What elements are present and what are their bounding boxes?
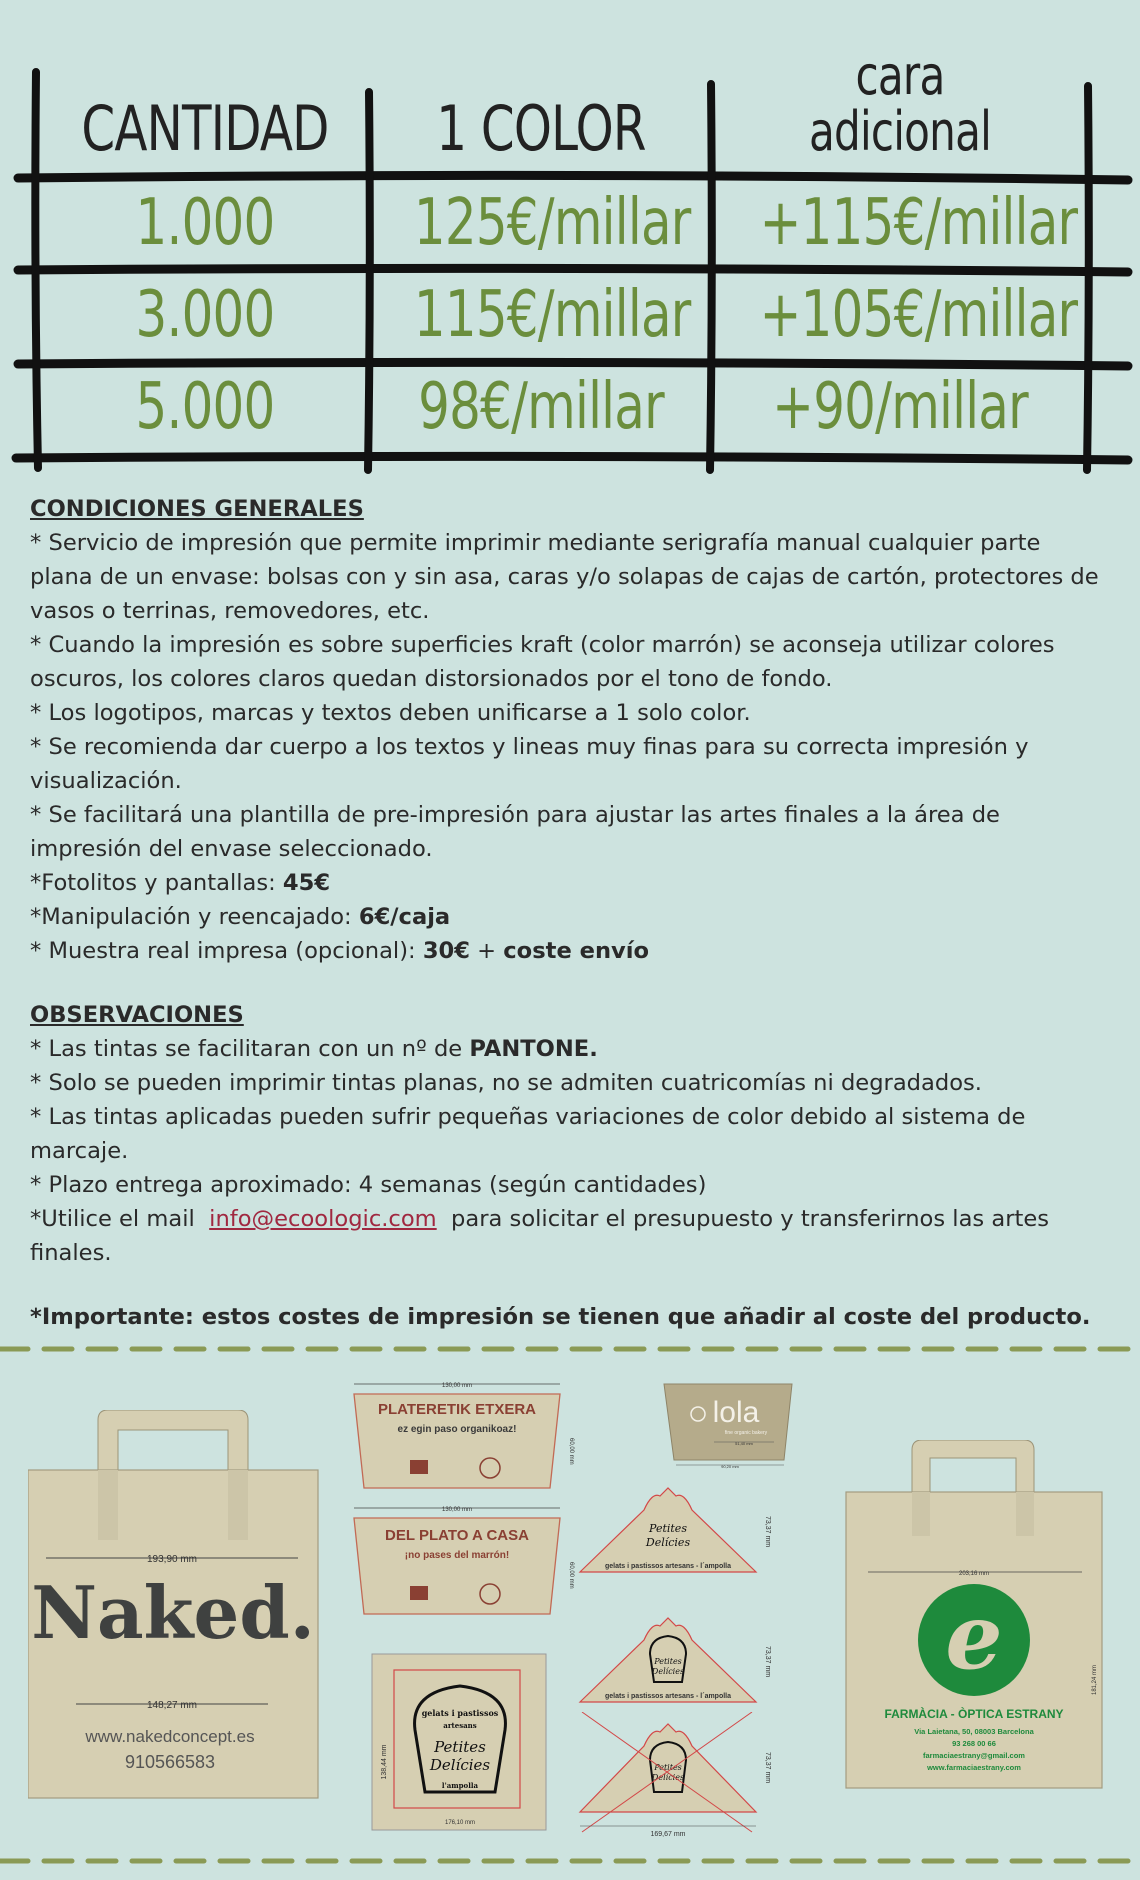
mail-line — [30, 1202, 1110, 1236]
observations-title: OBSERVACIONES — [30, 1002, 244, 1028]
cake-sleeve1-brand2: Delícies — [645, 1536, 691, 1549]
manipulation-line — [30, 900, 1110, 934]
sleeve1-side: 60,00 mm — [568, 1438, 574, 1465]
conditions-section — [30, 492, 1110, 1334]
important-note: *Importante: estos costes de impresión se tienen que añadir al coste del producto. — [30, 1304, 1091, 1330]
observation-line: * Las tintas aplicadas pueden sufrir pequeñas variaciones de color debido al sistema de — [30, 1104, 1026, 1130]
naked-dim-bottom: 148,27 mm — [146, 1700, 198, 1711]
sample-plus: + — [469, 938, 504, 964]
row3-quantity: 5.000 — [135, 370, 275, 444]
estrany-phone: 93 268 00 66 — [952, 1739, 996, 1748]
estrany-logo: e — [945, 1584, 1003, 1690]
row2-price: 115€/millar — [413, 278, 691, 352]
cake-curve-top: gelats i pastissos — [421, 1708, 499, 1718]
cake-sleeve2-brand2: Delícies — [651, 1667, 685, 1676]
estrany-dim: 203,16 mm — [958, 1571, 990, 1577]
cake-sleeve2-band: gelats i pastissos artesans - l´ampolla — [604, 1693, 732, 1700]
naked-web: www.nakedconcept.es — [85, 1727, 255, 1746]
sleeve-plato-mockup — [350, 1500, 582, 1620]
row3-extra: +90/millar — [772, 370, 1028, 444]
row3-price: 98€/millar — [418, 370, 664, 444]
cake-sleeve2-side: 73,37 mm — [764, 1646, 771, 1678]
sleeve2-title: DEL PLATO A CASA — [385, 1527, 529, 1544]
row2-quantity: 3.000 — [135, 278, 275, 352]
sample-shipping: coste envío — [503, 938, 650, 964]
row1-extra: +115€/millar — [759, 186, 1078, 260]
condition-line: * Se recomienda dar cuerpo a los textos y lineas muy finas para su correcta impresión y — [30, 734, 1029, 760]
cake-brand2: Delícies — [429, 1756, 491, 1774]
cake-sleeve2-brand1: Petites — [654, 1657, 682, 1666]
naked-dim-top: 193,90 mm — [146, 1554, 198, 1565]
estrany-web: www.farmaciaestrany.com — [927, 1763, 1021, 1772]
cake-brand1: Petites — [434, 1738, 486, 1756]
fotolitos-price: 45€ — [282, 870, 331, 896]
top-dashed-divider — [0, 1344, 1140, 1354]
cake-sleeve3-brand2: Delícies — [651, 1773, 685, 1782]
observation-line: marcaje. — [30, 1138, 129, 1164]
sleeve-platerek-mockup — [350, 1378, 582, 1494]
cake-sleeve-1 — [574, 1482, 774, 1582]
estrany-side: 181,24 mm — [1092, 1664, 1098, 1696]
cake-side-dim: 138,44 mm — [381, 1744, 388, 1780]
observation-line: * Solo se pueden imprimir tintas planas, no se admiten cuatricomías ni degradados. — [30, 1070, 982, 1096]
sleeve2-side: 60,00 mm — [568, 1562, 574, 1589]
sleeve2-dim: 130,00 mm — [441, 1507, 473, 1513]
observation-line: * Plazo entrega aproximado: 4 semanas (según cantidades) — [30, 1172, 707, 1198]
row1-price: 125€/millar — [413, 186, 691, 260]
cake-sleeve1-band: gelats i pastissos artesans - l´ampolla — [604, 1563, 732, 1570]
lola-tag: fine organic bakery — [724, 1430, 768, 1436]
condition-line: visualización. — [30, 768, 182, 794]
condition-line: * Se facilitará una plantilla de pre-impresión para ajustar las artes finales a la área de — [30, 802, 1000, 828]
estrany-email: farmaciaestrany@gmail.com — [923, 1751, 1025, 1760]
condition-line: oscuros, los colores claros quedan distorsionados por el tono de fondo. — [30, 666, 833, 692]
cake-sleeve-3-crossed — [574, 1712, 774, 1840]
cake-sleeve3-bottom: 169,67 mm — [650, 1831, 686, 1838]
estrany-name: FARMÀCIA - ÒPTICA ESTRANY — [884, 1707, 1064, 1721]
sleeve2-sub: ¡no pases del marrón! — [404, 1550, 510, 1561]
cake-sleeve-2 — [574, 1612, 774, 1712]
pantone-line — [30, 1032, 1110, 1066]
lola-sleeve-mockup — [662, 1380, 798, 1470]
fotolitos-label: *Fotolitos y pantallas: — [30, 870, 283, 896]
condition-line: vasos o terrinas, removedores, etc. — [30, 598, 430, 624]
conditions-title: CONDICIONES GENERALES — [30, 496, 364, 522]
condition-line: * Cuando la impresión es sobre superficies kraft (color marrón) se aconseja utilizar colores — [30, 632, 1055, 658]
cake-sleeve1-side: 73,37 mm — [764, 1516, 771, 1548]
price-table — [0, 0, 1140, 480]
lola-logo: lola — [712, 1396, 760, 1429]
mail-prefix: *Utilice el mail — [30, 1206, 210, 1232]
cake-sleeve1-brand1: Petites — [649, 1522, 687, 1535]
pantone-value: PANTONE. — [469, 1036, 598, 1062]
cake-box-mockup — [370, 1652, 550, 1836]
naked-phone: 910566583 — [124, 1752, 216, 1772]
header-one-color: 1 COLOR — [436, 92, 646, 165]
mail-suffix: para solicitar el presupuesto y transferirnos las artes — [436, 1206, 1050, 1232]
header-extra-face-1: cara — [855, 44, 945, 107]
condition-line: impresión del envase seleccionado. — [30, 836, 433, 862]
cake-bottom-dim: 176,10 mm — [444, 1820, 476, 1826]
mail-line-end: finales. — [30, 1240, 112, 1266]
header-quantity: CANTIDAD — [81, 92, 329, 165]
pantone-label: * Las tintas se facilitaran con un nº de — [30, 1036, 470, 1062]
email-link[interactable]: info@ecoologic.com — [209, 1206, 437, 1232]
bottom-dashed-divider — [0, 1856, 1140, 1866]
estrany-address: Via Laietana, 50, 08003 Barcelona — [914, 1727, 1034, 1736]
sample-price: 30€ — [422, 938, 470, 964]
header-extra-face-2: adicional — [808, 100, 992, 163]
condition-line: * Servicio de impresión que permite imprimir mediante serigrafía manual cualquier parte — [30, 530, 1041, 556]
sleeve1-sub: ez egin paso organikoaz! — [397, 1424, 517, 1435]
condition-line: plana de un envase: bolsas con y sin asa, caras y/o solapas de cajas de cartón, protectores de — [30, 564, 1099, 590]
manipulation-label: *Manipulación y reencajado: — [30, 904, 359, 930]
cake-sleeve3-side: 73,37 mm — [764, 1752, 771, 1784]
sample-label: * Muestra real impresa (opcional): — [30, 938, 423, 964]
sample-line — [30, 934, 1110, 968]
fotolitos-line — [30, 866, 1110, 900]
cake-sleeve3-brand1: Petites — [654, 1763, 682, 1772]
sleeve1-title: PLATERETIK ETXERA — [377, 1401, 537, 1418]
lola-dim1: 51,40 mm — [735, 1441, 753, 1446]
estrany-bag-mockup — [844, 1440, 1104, 1790]
condition-line: * Los logotipos, marcas y textos deben unificarse a 1 solo color. — [30, 700, 751, 726]
cake-footer: l'ampolla — [441, 1781, 479, 1790]
naked-logo: Naked. — [31, 1570, 315, 1655]
row1-quantity: 1.000 — [135, 186, 275, 260]
sleeve1-dim: 130,00 mm — [441, 1383, 473, 1389]
row2-extra: +105€/millar — [759, 278, 1078, 352]
naked-bag-mockup — [28, 1410, 320, 1800]
lola-dim2: 90,20 mm — [721, 1464, 739, 1469]
manipulation-price: 6€/caja — [358, 904, 451, 930]
cake-curve-mid: artesans — [443, 1721, 477, 1730]
